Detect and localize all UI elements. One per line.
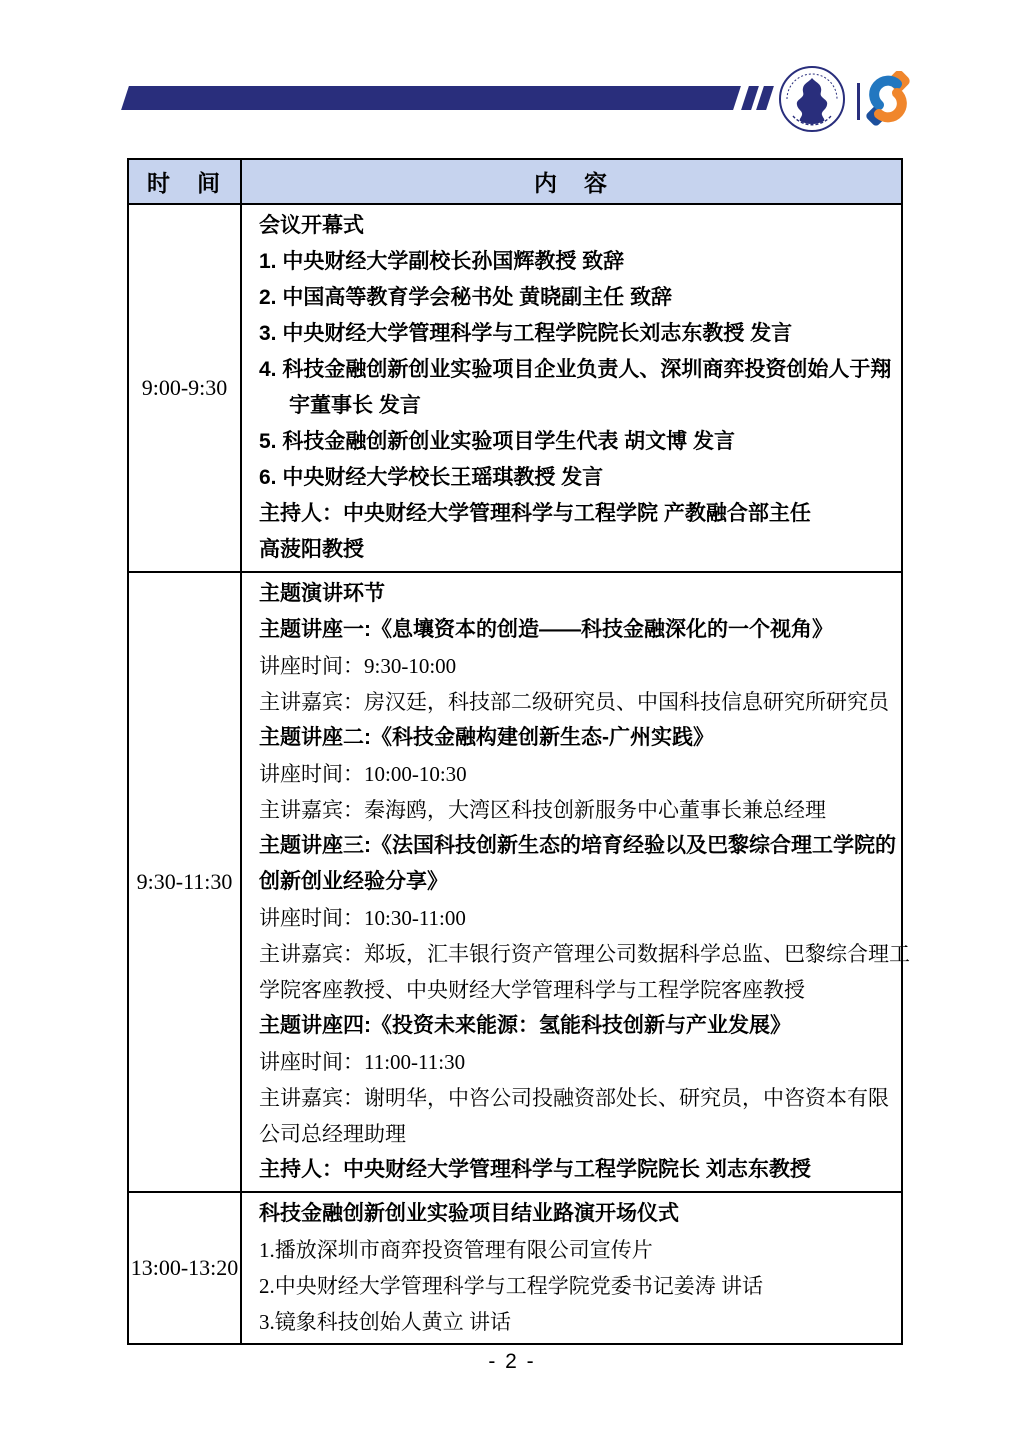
agenda-line: 主题讲座三:《法国科技创新生态的培育经验以及巴黎综合理工学院的 [259, 834, 896, 857]
brand-logo-icon [866, 71, 910, 127]
agenda-line: 4. 科技金融创新创业实验项目企业负责人、深圳商弈投资创始人于翔 [259, 358, 892, 381]
time-cell: 13:00-13:20 [128, 1192, 241, 1344]
agenda-line: 高菠阳教授 [259, 538, 364, 561]
agenda-line: 讲座时间：10:00-10:30 [259, 762, 467, 786]
agenda-line: 公司总经理助理 [259, 1122, 406, 1146]
column-header-time: 时 间 [128, 159, 241, 204]
agenda-line: 3. 中央财经大学管理科学与工程学院院长刘志东教授 发言 [259, 322, 793, 345]
agenda-line: 主讲嘉宾：谢明华，中咨公司投融资部处长、研究员，中咨资本有限 [259, 1086, 889, 1110]
agenda-line: 主题讲座二:《科技金融构建创新生态-广州实践》 [259, 726, 714, 749]
agenda-line: 主持人：中央财经大学管理科学与工程学院院长 刘志东教授 [259, 1158, 811, 1181]
agenda-line: 讲座时间：11:00-11:30 [259, 1050, 466, 1074]
agenda-table [127, 158, 910, 1345]
time-cell: 9:30-11:30 [128, 572, 241, 1192]
agenda-line: 科技金融创新创业实验项目结业路演开场仪式 [259, 1202, 679, 1225]
agenda-line: 学院客座教授、中央财经大学管理科学与工程学院客座教授 [259, 978, 805, 1002]
agenda-line: 主题演讲环节 [259, 582, 385, 605]
agenda-line: 2. 中国高等教育学会秘书处 黄晓副主任 致辞 [259, 286, 673, 309]
agenda-line: 6. 中央财经大学校长王瑶琪教授 发言 [259, 466, 604, 489]
slash-accent-icon [756, 86, 774, 110]
time-cell: 9:00-9:30 [128, 204, 241, 572]
table-row [128, 572, 902, 1192]
content-cell [241, 204, 902, 572]
logo-divider [857, 83, 860, 120]
agenda-line: 宇董事长 发言 [289, 394, 421, 417]
column-header-content: 内 容 [241, 159, 902, 204]
agenda-line: 会议开幕式 [259, 214, 364, 237]
agenda-line: 讲座时间：10:30-11:00 [259, 906, 466, 930]
university-seal-icon [777, 64, 847, 134]
agenda-line: 主题讲座四:《投资未来能源：氢能科技创新与产业发展》 [259, 1014, 791, 1037]
agenda-line: 2.中央财经大学管理科学与工程学院党委书记姜涛 讲话 [259, 1274, 763, 1298]
content-cell [241, 572, 910, 1192]
agenda-line: 讲座时间：9:30-10:00 [259, 654, 457, 678]
agenda-line: 1.播放深圳市商弈投资管理有限公司宣传片 [259, 1238, 653, 1262]
table-header-row [128, 159, 902, 204]
agenda-line: 主讲嘉宾：郑坂，汇丰银行资产管理公司数据科学总监、巴黎综合理工 [259, 942, 910, 966]
agenda-line: 创新创业经验分享》 [259, 870, 448, 893]
agenda-line: 主讲嘉宾：秦海鸥，大湾区科技创新服务中心董事长兼总经理 [259, 798, 826, 822]
accent-bar [121, 86, 741, 110]
agenda-line: 5. 科技金融创新创业实验项目学生代表 胡文博 发言 [259, 430, 736, 453]
content-cell [241, 1192, 902, 1344]
agenda-line: 主讲嘉宾：房汉廷，科技部二级研究员、中国科技信息研究所研究员 [259, 690, 889, 714]
agenda-table-body [128, 204, 910, 1344]
agenda-line: 主题讲座一:《息壤资本的创造——科技金融深化的一个视角》 [259, 618, 833, 641]
agenda-line: 3.镜象科技创始人黄立 讲话 [259, 1310, 511, 1334]
agenda-line: 1. 中央财经大学副校长孙国辉教授 致辞 [259, 250, 625, 273]
page-number: - 2 - [488, 1350, 536, 1373]
table-row [128, 1192, 902, 1344]
table-row [128, 204, 902, 572]
agenda-line: 主持人：中央财经大学管理科学与工程学院 产教融合部主任 [259, 502, 811, 525]
